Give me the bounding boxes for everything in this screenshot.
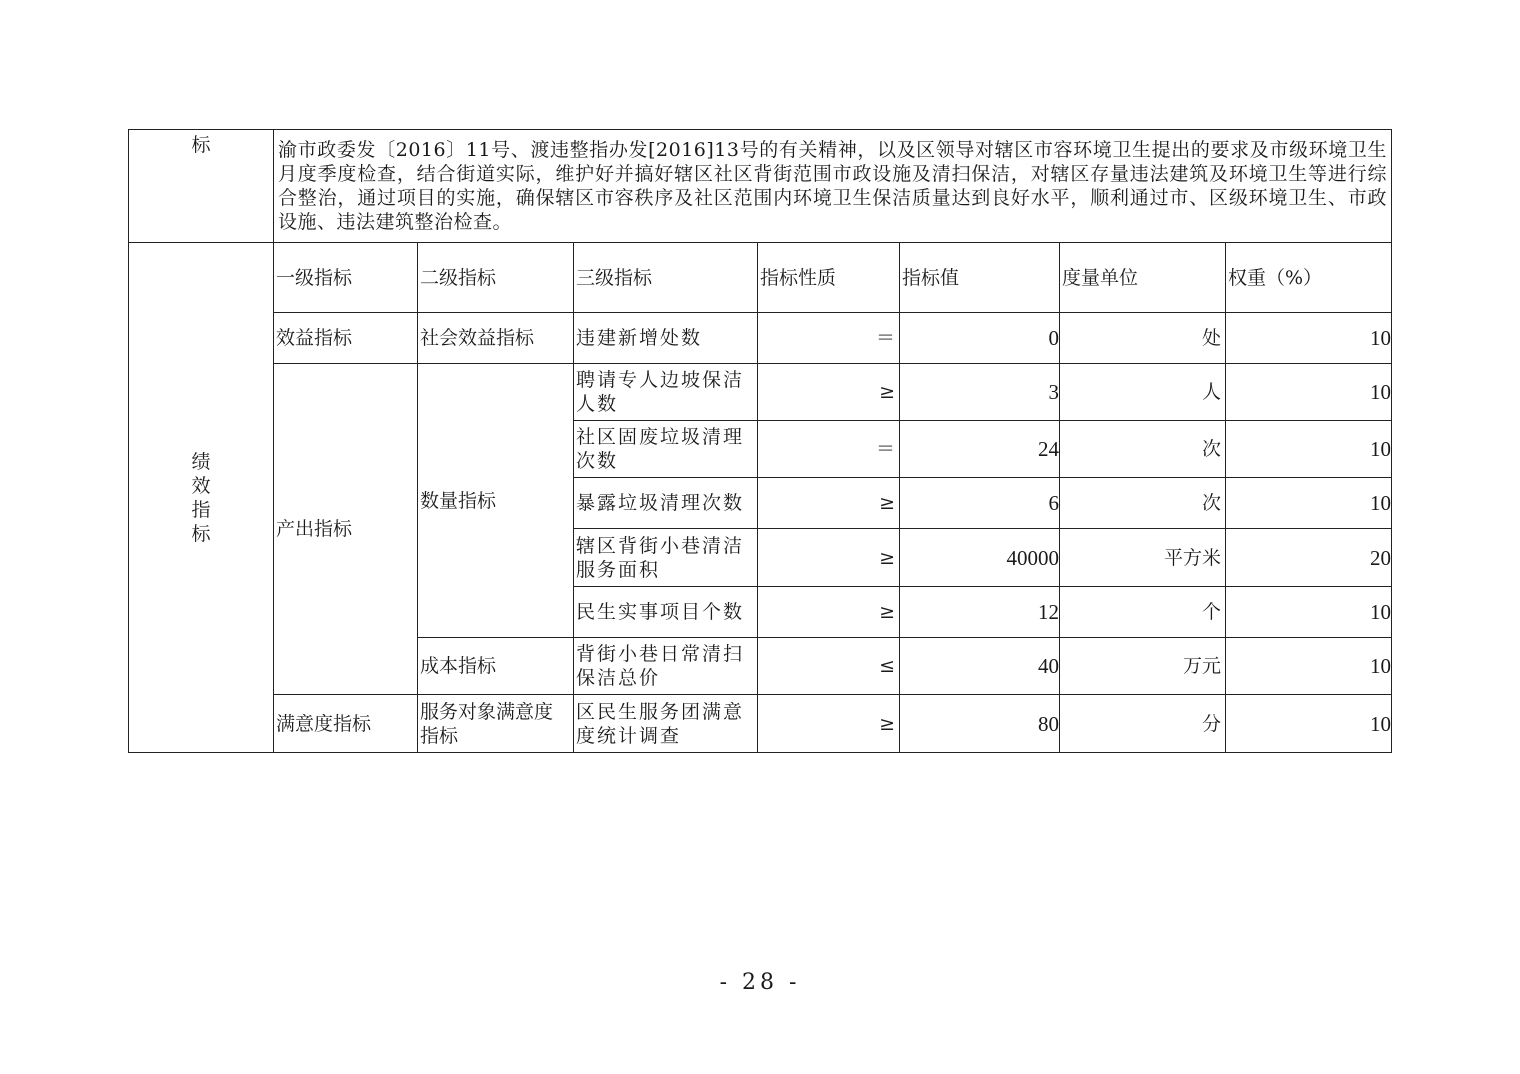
indicator-op: ≥ [758,478,900,529]
indicator-weight: 20 [1226,529,1392,587]
indicator-value: 24 [900,421,1060,478]
indicator-unit: 次 [1060,478,1226,529]
indicator-weight: 10 [1226,695,1392,753]
header-level1: 一级指标 [274,243,418,313]
indicator-op: ≥ [758,695,900,753]
group-output: 产出指标 [274,364,418,695]
indicator-value: 80 [900,695,1060,753]
header-level2: 二级指标 [418,243,574,313]
indicator-weight: 10 [1226,638,1392,695]
indicator-value: 40000 [900,529,1060,587]
indicator-name: 暴露垃圾清理次数 [574,478,758,529]
header-level3: 三级指标 [574,243,758,313]
indicator-name: 民生实事项目个数 [574,587,758,638]
header-value: 指标值 [900,243,1060,313]
table-row [129,364,1392,421]
indicator-unit: 次 [1060,421,1226,478]
perf-label-char: 绩 [191,450,211,473]
group-service-satisfaction: 服务对象满意度指标 [418,695,574,753]
header-row [129,243,1392,313]
header-weight: 权重（%） [1226,243,1392,313]
indicator-op: ＝ [758,313,900,364]
group-satisfaction: 满意度指标 [274,695,418,753]
goal-row [129,130,1392,243]
performance-target-table [128,129,1392,753]
indicator-unit: 处 [1060,313,1226,364]
indicator-weight: 10 [1226,313,1392,364]
indicator-name: 辖区背街小巷清洁服务面积 [574,529,758,587]
perf-label [129,243,274,753]
indicator-unit: 分 [1060,695,1226,753]
indicator-name: 区民生服务团满意度统计调查 [574,695,758,753]
group-social-benefit: 社会效益指标 [418,313,574,364]
indicator-name: 社区固废垃圾清理次数 [574,421,758,478]
indicator-op: ≥ [758,364,900,421]
indicator-op: ≤ [758,638,900,695]
perf-label-char: 标 [191,522,211,545]
indicator-weight: 10 [1226,421,1392,478]
indicator-op: ≥ [758,529,900,587]
perf-label-char: 效 [191,474,211,497]
indicator-value: 12 [900,587,1060,638]
indicator-value: 40 [900,638,1060,695]
page-number: - 28 - [719,970,801,995]
indicator-weight: 10 [1226,364,1392,421]
indicator-unit: 个 [1060,587,1226,638]
table-row [129,313,1392,364]
group-cost: 成本指标 [418,638,574,695]
header-unit: 度量单位 [1060,243,1226,313]
indicator-name: 聘请专人边坡保洁人数 [574,364,758,421]
indicator-name: 背街小巷日常清扫保洁总价 [574,638,758,695]
indicator-op: ＝ [758,421,900,478]
indicator-unit: 平方米 [1060,529,1226,587]
indicator-op: ≥ [758,587,900,638]
perf-label-char: 指 [191,498,211,521]
header-nature: 指标性质 [758,243,900,313]
indicator-value: 3 [900,364,1060,421]
group-quantity: 数量指标 [418,364,574,638]
indicator-name: 违建新增处数 [574,313,758,364]
indicator-value: 6 [900,478,1060,529]
indicator-unit: 万元 [1060,638,1226,695]
indicator-weight: 10 [1226,587,1392,638]
table-row [129,695,1392,753]
goal-label: 标 [129,130,274,243]
indicator-value: 0 [900,313,1060,364]
indicator-weight: 10 [1226,478,1392,529]
indicator-unit: 人 [1060,364,1226,421]
group-benefit: 效益指标 [274,313,418,364]
goal-text: 渝市政委发〔2016〕11号、渡违整指办发[2016]13号的有关精神，以及区领导对辖区市容环境卫生提出的要求及市级环境卫生月度季度检查，结合街道实际，维护好并搞好辖区社区背街范围市政设施及清扫保洁，对辖区存量违法建筑及环境卫生等进行综合整治，通过项目的实施，确保辖区市容秩序及社区范围内环境卫生保洁质量达到良好水平，顺利通过市、区级环境卫生、市政设施、违法建筑整治检查。 [274,130,1392,243]
